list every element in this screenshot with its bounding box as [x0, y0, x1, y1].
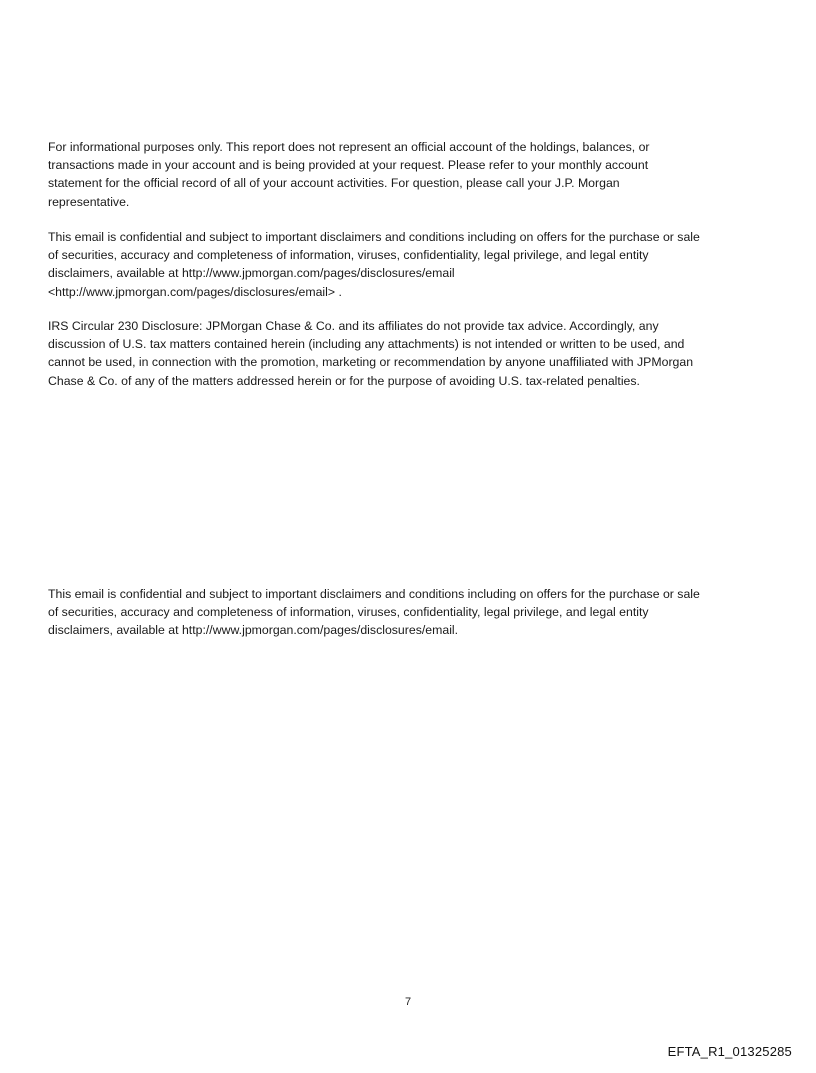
- page-number: 7: [404, 996, 412, 1008]
- paragraph-line: statement for the official record of all of your account activities. For question, please call your J.P. Morgan: [48, 176, 620, 191]
- paragraph-line: This email is confidential and subject to important disclaimers and conditions including on offers for the purchase or sale: [48, 230, 700, 244]
- paragraph-line: <http://www.jpmorgan.com/pages/disclosures/email> .: [48, 284, 342, 299]
- paragraph-line: discussion of U.S. tax matters contained herein (including any attachments) is not intended or written to be used, and: [48, 337, 685, 352]
- paragraph-line: of securities, accuracy and completeness of information, viruses, confidentiality, legal privilege, and legal entity: [48, 248, 649, 263]
- paragraph-line: disclaimers, available at http://www.jpmorgan.com/pages/disclosures/email: [48, 266, 455, 281]
- paragraph-line: transactions made in your account and is being provided at your request. Please refer to your monthly account: [48, 158, 649, 173]
- paragraph-line: cannot be used, in connection with the promotion, marketing or recommendation by anyone unaffiliated with JPMorgan: [48, 355, 694, 370]
- paragraph-line: This email is confidential and subject to important disclaimers and conditions including on offers for the purchase or sale: [48, 587, 700, 601]
- paragraph-line: representative.: [48, 194, 130, 209]
- email-confidentiality-paragraph: [48, 228, 778, 301]
- paragraph-line: For informational purposes only. This report does not represent an official account of the holdings, balances, or: [48, 140, 650, 154]
- informational-disclaimer-paragraph: [48, 138, 778, 211]
- paragraph-line: of securities, accuracy and completeness of information, viruses, confidentiality, legal privilege, and legal entity: [48, 605, 649, 620]
- email-confidentiality-paragraph-repeat: [48, 585, 778, 640]
- paragraph-line: Chase & Co. of any of the matters addressed herein or for the purpose of avoiding U.S. tax-related penalties.: [48, 373, 640, 388]
- paragraph-line: disclaimers, available at http://www.jpmorgan.com/pages/disclosures/email.: [48, 623, 459, 638]
- document-id: EFTA_R1_01325285: [667, 1044, 792, 1059]
- paragraph-line: IRS Circular 230 Disclosure: JPMorgan Chase & Co. and its affiliates do not provide tax advice. Accordingly, any: [48, 319, 659, 333]
- irs-circular-230-paragraph: [48, 317, 778, 390]
